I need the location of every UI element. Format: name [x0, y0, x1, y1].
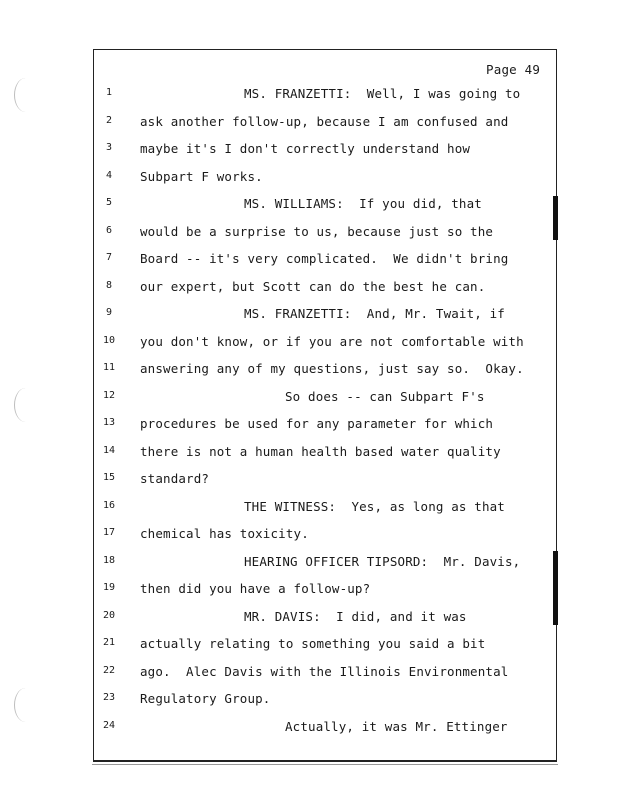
- transcript-line: So does -- can Subpart F's: [285, 389, 485, 404]
- punch-hole-bottom: [14, 688, 37, 722]
- transcript-line: Regulatory Group.: [140, 691, 271, 706]
- line-number: 16: [102, 500, 116, 511]
- line-number: 24: [102, 720, 116, 731]
- line-number: 22: [102, 665, 116, 676]
- line-number: 19: [102, 582, 116, 593]
- line-number: 15: [102, 472, 116, 483]
- transcript-line: standard?: [140, 471, 210, 486]
- transcript-line: chemical has toxicity.: [140, 526, 309, 541]
- transcript-line: maybe it's I don't correctly understand how: [140, 141, 471, 156]
- line-number: 8: [105, 280, 113, 291]
- transcript-line: MS. WILLIAMS: If you did, that: [244, 196, 482, 211]
- line-number: 2: [105, 115, 113, 126]
- transcript-line: MS. FRANZETTI: And, Mr. Twait, if: [244, 306, 505, 321]
- line-number: 7: [105, 252, 113, 263]
- transcript-line: you don't know, or if you are not comfortable with: [140, 334, 524, 349]
- punch-hole-middle: [14, 388, 37, 422]
- transcript-line: procedures be used for any parameter for which: [140, 416, 494, 431]
- line-number: 20: [102, 610, 116, 621]
- line-number: 12: [102, 390, 116, 401]
- transcript-line: Board -- it's very complicated. We didn't bring: [140, 251, 509, 266]
- line-number: 5: [105, 197, 113, 208]
- line-number: 14: [102, 445, 116, 456]
- line-number: 9: [105, 307, 113, 318]
- punch-hole-top: [14, 78, 37, 112]
- line-number: 6: [105, 225, 113, 236]
- line-number: 10: [102, 335, 116, 346]
- transcript-line: ask another follow-up, because I am confused and: [140, 114, 509, 129]
- line-number: 11: [102, 362, 116, 373]
- transcript-line: answering any of my questions, just say so. Okay.: [140, 361, 524, 376]
- line-number: 4: [105, 170, 113, 181]
- line-number: 21: [102, 637, 116, 648]
- transcript-line: Subpart F works.: [140, 169, 263, 184]
- transcript-line: HEARING OFFICER TIPSORD: Mr. Davis,: [244, 554, 521, 569]
- transcript-line: THE WITNESS: Yes, as long as that: [244, 499, 505, 514]
- margin-change-bar-2: [553, 551, 558, 625]
- margin-change-bar-1: [553, 196, 558, 240]
- transcript-line: there is not a human health based water quality: [140, 444, 501, 459]
- line-number: 13: [102, 417, 116, 428]
- transcript-line: would be a surprise to us, because just so the: [140, 224, 494, 239]
- transcript-line: MS. FRANZETTI: Well, I was going to: [244, 86, 521, 101]
- line-number: 3: [105, 142, 113, 153]
- line-number: 1: [105, 87, 113, 98]
- line-number: 17: [102, 527, 116, 538]
- transcript-line: then did you have a follow-up?: [140, 581, 371, 596]
- page-number: Page 49: [486, 62, 541, 77]
- line-number: 18: [102, 555, 116, 566]
- transcript-line: actually relating to something you said a bit: [140, 636, 486, 651]
- line-number: 23: [102, 692, 116, 703]
- transcript-line: Actually, it was Mr. Ettinger: [285, 719, 508, 734]
- transcript-line: our expert, but Scott can do the best he can.: [140, 279, 486, 294]
- page-bottom-shadow: [92, 764, 558, 765]
- transcript-line: MR. DAVIS: I did, and it was: [244, 609, 467, 624]
- transcript-line: ago. Alec Davis with the Illinois Environmental: [140, 664, 509, 679]
